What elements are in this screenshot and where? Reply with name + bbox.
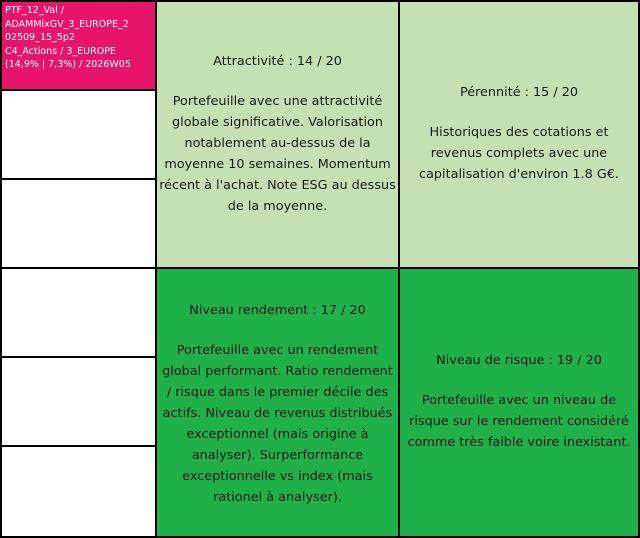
perennite-title: Pérennité : 15 / 20 [459, 85, 579, 100]
risque-body: Portefeuille avec un niveau de risque sur le rendement considéré comme très faible voire inexistant. [407, 393, 631, 450]
attractivite-body: Portefeuille avec une attractivité globale significative. Valorisation notablement au-dessus de la moyenne 10 semaines. Momentum récent à l'achat. Note ESG au dessus de la moyenne. [159, 93, 396, 214]
card-risque [398, 267, 640, 538]
empty-cell [0, 356, 157, 447]
card-attractivite [155, 0, 400, 269]
empty-cell [0, 89, 157, 180]
card-rendement [155, 267, 400, 538]
portfolio-header-cell [0, 0, 157, 91]
attractivite-title: Attractivité : 14 / 20 [213, 53, 342, 69]
perennite-body: Historiques des cotations et revenus complets avec une capitalisation d'environ 1.8 G€. [419, 125, 619, 182]
empty-cell [0, 267, 157, 358]
portfolio-column [0, 0, 157, 538]
rendement-title: Niveau rendement : 17 / 20 [189, 302, 366, 318]
portfolio-label: PTF_12_Val / ADAMMixGV_3_EUROPE_2 02509_15_5p2 C4_Actions / 3_EUROPE (14,9% | 7,3%) / 2026W05 [5, 5, 131, 70]
empty-cell [0, 445, 157, 538]
rendement-body: Portefeuille avec un rendement global performant. Ratio rendement / risque dans le premier décile des actifs. Niveau de revenus distribués exceptionnel (mais origine à analyser). Surperformance exceptionnelle vs index (mais rationel à analyser). [162, 342, 393, 505]
card-perennite [398, 0, 640, 269]
risque-title: Niveau de risque : 19 / 20 [436, 353, 602, 368]
empty-cell [0, 178, 157, 269]
